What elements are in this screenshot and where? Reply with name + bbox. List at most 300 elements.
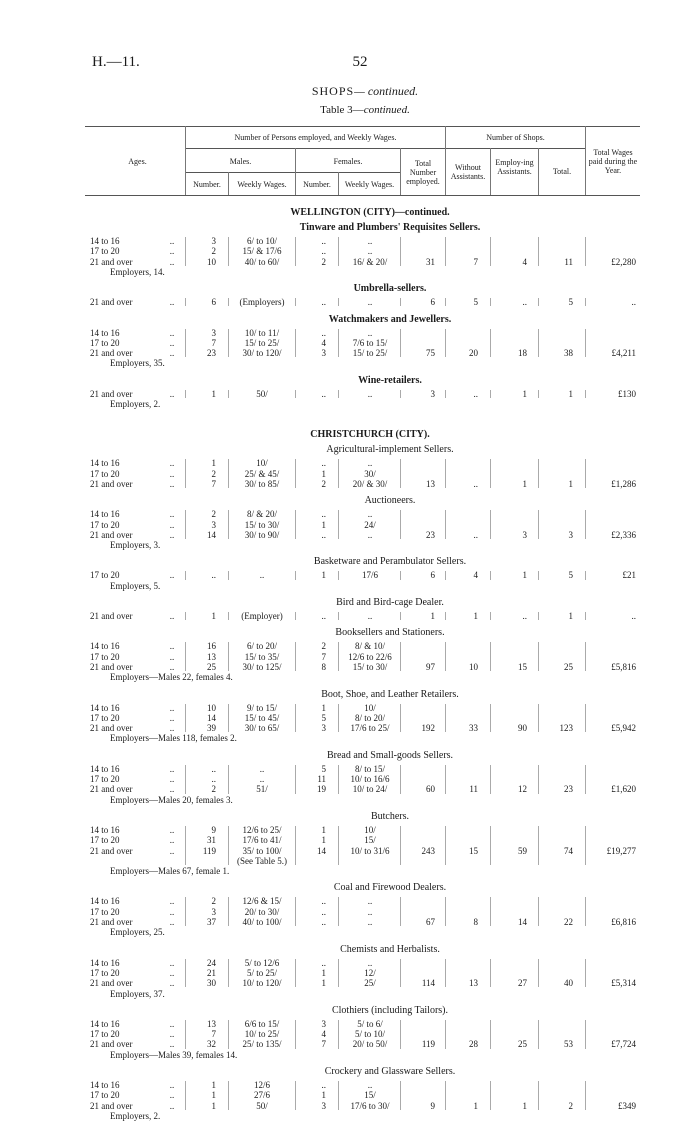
- cell-mw: 25/ to 135/: [242, 1039, 282, 1050]
- col-divider: [228, 510, 229, 539]
- cell-fw: 8/ to 15/: [354, 763, 385, 774]
- col-total-employed: Total Number employed.: [406, 159, 440, 186]
- row-age: 21 and over: [90, 297, 133, 308]
- col-females: Females.: [333, 157, 363, 166]
- row-age: 21 and over: [90, 611, 133, 621]
- col-divider: [338, 704, 339, 733]
- col-divider: [400, 510, 401, 539]
- col-divider: [295, 459, 296, 488]
- cell-wa: 8: [473, 917, 478, 927]
- cell-fn: ..: [321, 896, 326, 907]
- row-age: 21 and over: [90, 661, 133, 672]
- cell-mn: 24: [207, 957, 216, 968]
- col-divider: [490, 510, 491, 539]
- col-divider: [538, 704, 539, 733]
- col-employing-assistants: Employ-ing Assistants.: [495, 158, 534, 176]
- cell-tw: ..: [631, 297, 636, 308]
- col-divider: [228, 826, 229, 865]
- employers-note: Employers, 2.: [110, 399, 161, 409]
- col-divider: [338, 765, 339, 794]
- cell-mn: 1: [211, 388, 216, 399]
- cell-mn: 3: [211, 519, 216, 530]
- cell-fn: ..: [321, 388, 326, 399]
- cell-wa: 1: [473, 611, 478, 621]
- cell-fw: ..: [367, 327, 373, 338]
- col-divider: [538, 826, 539, 865]
- cell-mn: 3: [211, 906, 216, 917]
- cell-t: 1: [568, 478, 573, 489]
- cell-fw: 15/ to 25/: [352, 348, 388, 359]
- cell-t: 3: [568, 529, 573, 540]
- cell-fw: 17/6 to 30/: [350, 1100, 390, 1111]
- cell-fn: ..: [321, 957, 326, 968]
- cell-tw: £130: [618, 388, 636, 399]
- col-divider: [338, 959, 339, 988]
- cell-mn: 7: [211, 1029, 216, 1040]
- col-divider: [445, 612, 446, 620]
- col-divider: [295, 765, 296, 794]
- trade-heading: Boot, Shoe, and Leather Retailers.: [321, 688, 459, 700]
- trade-heading: Coal and Firewood Dealers.: [333, 882, 447, 894]
- cell-wa: ..: [473, 388, 478, 399]
- col-divider: [400, 959, 401, 988]
- row-leader: ..: [169, 611, 175, 621]
- cell-mn: 21: [207, 967, 216, 978]
- col-divider: [400, 826, 401, 865]
- cell-mn: 1: [211, 1100, 216, 1111]
- col-divider: [400, 329, 401, 358]
- row-age: 17 to 20: [90, 1090, 120, 1101]
- cell-fw: ..: [367, 529, 373, 540]
- cell-te: 9: [430, 1100, 435, 1111]
- col-divider: [338, 510, 339, 539]
- col-without-assistants: Without Assistants.: [450, 163, 486, 181]
- cell-fw: 10/ to 31/6: [350, 845, 390, 856]
- cell-mw: 30/ to 85/: [244, 478, 280, 489]
- col-divider: [400, 459, 401, 488]
- cell-wa: 11: [469, 784, 478, 795]
- cell-fw: ..: [367, 906, 373, 917]
- col-divider: [445, 826, 446, 865]
- page-number: 52: [352, 54, 368, 70]
- col-divider: [338, 1020, 339, 1049]
- cell-mw: 40/ to 100/: [242, 917, 282, 927]
- row-age: 21 and over: [90, 917, 133, 927]
- col-divider: [338, 571, 339, 579]
- row-age: 14 to 16: [90, 763, 120, 774]
- col-divider: [185, 959, 186, 988]
- trade-heading: Umbrella-sellers.: [353, 283, 427, 295]
- col-divider: [538, 571, 539, 579]
- col-divider: [228, 897, 229, 926]
- col-divider: [295, 329, 296, 358]
- col-divider: [490, 329, 491, 358]
- col-divider: [585, 704, 586, 733]
- cell-mn: 13: [207, 1018, 216, 1029]
- cell-mn: 13: [207, 651, 216, 662]
- trade-heading: Basketware and Perambulator Sellers.: [313, 556, 467, 568]
- row-age: 17 to 20: [90, 337, 120, 348]
- cell-fw: 10/: [364, 702, 376, 713]
- cell-mw: 51/: [256, 784, 268, 795]
- cell-fw: 24/: [364, 519, 376, 530]
- cell-fw: 15/: [364, 835, 376, 846]
- col-divider: [400, 571, 401, 579]
- row-leader: ..: [169, 1029, 175, 1040]
- row-leader: ..: [169, 458, 175, 469]
- col-divider: [295, 959, 296, 988]
- row-age: 17 to 20: [90, 519, 120, 530]
- cell-fw: ..: [367, 246, 373, 257]
- trade-heading: Tinware and Plumbers' Requisites Sellers.: [299, 222, 481, 233]
- employers-note: Employers, 35.: [110, 358, 165, 369]
- col-persons-group: Number of Persons employed, and Weekly Wages.: [234, 133, 397, 142]
- cell-tw: £2,280: [611, 256, 636, 267]
- cell-fw: ..: [367, 388, 373, 399]
- cell-fn: 14: [317, 845, 326, 856]
- cell-mw: 12/6: [253, 1080, 270, 1090]
- col-divider: [538, 959, 539, 988]
- col-divider: [490, 897, 491, 926]
- col-divider: [538, 642, 539, 671]
- row-leader: ..: [169, 763, 175, 774]
- col-divider: [295, 704, 296, 733]
- cell-ea: 90: [518, 723, 527, 734]
- row-age: 21 and over: [90, 784, 133, 795]
- row-leader: ..: [169, 906, 175, 917]
- cell-te: 119: [421, 1039, 435, 1050]
- cell-mw: 12/6 & 15/: [242, 896, 282, 907]
- col-divider: [538, 510, 539, 539]
- cell-mn: 30: [207, 978, 216, 989]
- cell-te: 60: [426, 784, 435, 795]
- row-age: 21 and over: [90, 529, 133, 540]
- cell-fw: 30/: [364, 468, 376, 479]
- cell-fw: 8/ & 10/: [354, 641, 385, 652]
- cell-mn: 7: [211, 337, 216, 348]
- trade-heading: Wine-retailers.: [358, 374, 422, 386]
- cell-fn: 1: [321, 978, 326, 989]
- col-divider: [228, 571, 229, 579]
- cell-fn: 1: [321, 967, 326, 978]
- cell-mn: 14: [207, 712, 216, 723]
- col-divider: [295, 1081, 296, 1110]
- col-divider: [185, 612, 186, 620]
- row-leader: ..: [169, 723, 175, 734]
- cell-mw: 12/6 to 25/: [242, 824, 282, 835]
- cell-fn: ..: [321, 611, 326, 621]
- cell-fw: ..: [367, 297, 373, 308]
- cell-tw: £4,211: [611, 348, 636, 359]
- col-divider: [185, 390, 186, 398]
- employers-note: Employers, 14.: [110, 266, 165, 277]
- cell-mw: 15/ to 35/: [244, 651, 280, 662]
- row-age: 17 to 20: [90, 712, 120, 723]
- col-divider: [185, 510, 186, 539]
- cell-fn: ..: [321, 458, 326, 469]
- col-divider: [185, 571, 186, 579]
- col-divider: [585, 959, 586, 988]
- cell-mw: 30/ to 65/: [244, 723, 280, 734]
- cell-tw: ..: [631, 611, 636, 621]
- col-divider: [295, 897, 296, 926]
- cell-t: 5: [568, 297, 573, 308]
- cell-t: 123: [559, 723, 573, 734]
- col-divider: [185, 642, 186, 671]
- cell-ea: 3: [522, 529, 527, 540]
- col-divider: [445, 765, 446, 794]
- row-age: 21 and over: [90, 845, 133, 856]
- cell-ea: 1: [522, 1100, 527, 1111]
- cell-mw: ..: [259, 763, 265, 774]
- row-age: 21 and over: [90, 388, 133, 399]
- col-divider: [228, 459, 229, 488]
- col-divider: [445, 1020, 446, 1049]
- col-divider: [228, 237, 229, 266]
- cell-fw: 20/ to 50/: [352, 1039, 388, 1050]
- col-divider: [185, 1081, 186, 1110]
- col-divider: [585, 765, 586, 794]
- col-divider: [585, 459, 586, 488]
- cell-t: 11: [564, 256, 573, 267]
- cell-mn: ..: [211, 570, 216, 581]
- cell-mn: 25: [207, 661, 216, 672]
- cell-te: 243: [421, 845, 435, 856]
- col-divider: [490, 826, 491, 865]
- cell-mw: 50/: [256, 388, 268, 399]
- cell-mn: 37: [207, 917, 216, 927]
- row-age: 17 to 20: [90, 835, 120, 846]
- employers-note: Employers, 37.: [110, 988, 165, 999]
- col-divider: [490, 642, 491, 671]
- cell-mn: 119: [202, 845, 216, 856]
- cell-mn: ..: [211, 774, 216, 784]
- row-leader: ..: [169, 327, 175, 338]
- row-age: 21 and over: [90, 348, 133, 359]
- cell-mn: 2: [211, 784, 216, 795]
- cell-mw: 27/6: [253, 1090, 270, 1101]
- cell-te: 67: [426, 917, 435, 927]
- cell-fn: 2: [321, 478, 326, 489]
- col-divider: [538, 390, 539, 398]
- cell-mw: 10/ to 25/: [244, 1029, 280, 1040]
- col-divider: [445, 704, 446, 733]
- col-divider: [490, 390, 491, 398]
- cell-fn: 2: [321, 641, 326, 652]
- cell-te: 1: [430, 611, 435, 621]
- col-divider: [490, 459, 491, 488]
- cell-fw: ..: [367, 458, 373, 469]
- row-leader: ..: [169, 824, 175, 835]
- cell-mw: 15/ to 30/: [244, 519, 280, 530]
- col-divider: [445, 1081, 446, 1110]
- cell-mw: 10/: [256, 458, 268, 469]
- col-divider: [538, 329, 539, 358]
- col-divider: [490, 765, 491, 794]
- cell-fw: 25/: [364, 978, 376, 989]
- row-leader: ..: [169, 478, 175, 489]
- cell-mn: 1: [211, 1090, 216, 1101]
- cell-fw: 5/ to 10/: [354, 1029, 385, 1040]
- col-divider: [185, 459, 186, 488]
- row-leader: ..: [169, 570, 175, 581]
- region-heading: CHRISTCHURCH (CITY).: [310, 429, 430, 441]
- row-leader: ..: [169, 641, 175, 652]
- cell-wa: 7: [473, 256, 478, 267]
- cell-mn: 16: [207, 641, 216, 652]
- col-divider: [228, 765, 229, 794]
- cell-fn: ..: [321, 1080, 326, 1090]
- row-age: 17 to 20: [90, 1029, 120, 1040]
- row-age: 17 to 20: [90, 967, 120, 978]
- col-divider: [400, 298, 401, 306]
- cell-wa: 33: [469, 723, 478, 734]
- col-divider: [585, 298, 586, 306]
- cell-mn: 10: [207, 702, 216, 713]
- employers-note: Employers, 5.: [110, 580, 161, 591]
- cell-t: 38: [564, 348, 573, 359]
- col-divider: [295, 571, 296, 579]
- cell-mw: 15/ & 17/6: [242, 246, 282, 257]
- cell-fw: 20/ & 30/: [352, 478, 388, 489]
- header-rule-sex: [185, 172, 400, 173]
- cell-mw: 25/ & 45/: [244, 468, 280, 479]
- row-leader: ..: [169, 978, 175, 989]
- col-divider: [295, 826, 296, 865]
- row-age: 14 to 16: [90, 641, 120, 652]
- cell-fn: 7: [321, 1039, 326, 1050]
- cell-tw: £6,816: [611, 917, 636, 927]
- cell-fn: 4: [321, 337, 326, 348]
- col-divider: [185, 826, 186, 865]
- cell-fw: 10/ to 24/: [352, 784, 388, 795]
- cell-mn: 10: [207, 256, 216, 267]
- row-leader: ..: [169, 468, 175, 479]
- cell-tw: £1,286: [611, 478, 636, 489]
- cell-fw: ..: [367, 957, 373, 968]
- row-age: 17 to 20: [90, 246, 120, 257]
- employers-note: Employers—Males 67, female 1.: [110, 866, 230, 877]
- cell-mw: ..: [259, 774, 265, 784]
- col-divider: [445, 329, 446, 358]
- cell-fn: 3: [321, 723, 326, 734]
- cell-ea: 15: [518, 661, 527, 672]
- cell-mn: 3: [211, 236, 216, 246]
- cell-ea: 12: [518, 784, 527, 795]
- cell-wa: 28: [469, 1039, 478, 1050]
- col-divider: [445, 390, 446, 398]
- col-divider: [538, 459, 539, 488]
- cell-mn: 6: [211, 297, 216, 308]
- col-divider: [400, 612, 401, 620]
- row-age: 14 to 16: [90, 458, 120, 469]
- col-divider: [228, 390, 229, 398]
- title-suffix: — continued.: [354, 84, 419, 98]
- col-divider: [295, 298, 296, 306]
- cell-mw: (Employers): [239, 297, 285, 308]
- col-total-wages: Total Wages paid during the Year.: [588, 148, 638, 175]
- col-divider: [185, 704, 186, 733]
- row-leader: ..: [169, 337, 175, 348]
- cell-mw: 50/: [256, 1100, 268, 1111]
- row-leader: ..: [169, 1100, 175, 1111]
- col-divider: [490, 1081, 491, 1110]
- col-divider: [400, 1020, 401, 1049]
- col-divider: [585, 390, 586, 398]
- col-divider: [338, 612, 339, 620]
- col-divider: [490, 298, 491, 306]
- cell-fw: ..: [367, 611, 373, 621]
- header-rule-shops: [445, 148, 585, 149]
- row-leader: ..: [169, 1090, 175, 1101]
- cell-mw: 30/ to 90/: [244, 529, 280, 540]
- col-divider: [185, 897, 186, 926]
- col-divider: [445, 571, 446, 579]
- cell-wa: 1: [473, 1100, 478, 1111]
- cell-fw: 17/6 to 25/: [350, 723, 390, 734]
- header-bottom-rule: [85, 195, 640, 196]
- cell-ea: 25: [518, 1039, 527, 1050]
- cell-ea: 1: [522, 570, 527, 581]
- col-divider: [228, 1081, 229, 1110]
- col-divider: [585, 237, 586, 266]
- cell-fn: 1: [321, 835, 326, 846]
- cell-ea: ..: [522, 297, 527, 308]
- cell-mw: 5/ to 25/: [246, 967, 277, 978]
- cell-ea: ..: [522, 611, 527, 621]
- cell-mw: 30/ to 125/: [242, 661, 282, 672]
- cell-wa: 5: [473, 297, 478, 308]
- row-leader: ..: [169, 256, 175, 267]
- cell-mw: 6/6 to 15/: [244, 1018, 280, 1029]
- cell-tw: £7,724: [611, 1039, 636, 1050]
- employers-note: Employers—Males 118, females 2.: [110, 733, 237, 744]
- cell-te: 6: [430, 297, 435, 308]
- trade-heading: Watchmakers and Jewellers.: [328, 313, 452, 325]
- cell-mn: 9: [211, 824, 216, 835]
- cell-mw: 9/ to 15/: [246, 702, 277, 713]
- cell-fw: 12/6 to 22/6: [348, 651, 392, 662]
- col-divider: [400, 765, 401, 794]
- cell-fw: 10/ to 16/6: [350, 774, 390, 784]
- col-divider: [445, 642, 446, 671]
- cell-tw: £19,277: [606, 845, 636, 856]
- col-divider: [538, 1020, 539, 1049]
- cell-te: 75: [426, 348, 435, 359]
- col-divider: [400, 1081, 401, 1110]
- cell-mw: 20/ to 30/: [244, 906, 280, 917]
- cell-fn: ..: [321, 509, 326, 520]
- cell-fn: 3: [321, 1100, 326, 1111]
- col-divider: [445, 959, 446, 988]
- cell-fw: ..: [367, 896, 373, 907]
- cell-fw: 17/6: [361, 570, 378, 581]
- cell-fw: ..: [367, 509, 373, 520]
- cell-fw: ..: [367, 917, 373, 927]
- cell-fn: 3: [321, 1018, 326, 1029]
- employers-note: Employers—Males 22, females 4.: [110, 672, 233, 683]
- row-age: 17 to 20: [90, 906, 120, 917]
- cell-mn: 14: [207, 529, 216, 540]
- col-divider: [445, 298, 446, 306]
- employers-note: Employers, 3.: [110, 540, 161, 551]
- trade-heading: Butchers.: [370, 810, 410, 822]
- row-age: 14 to 16: [90, 957, 120, 968]
- row-age: 14 to 16: [90, 327, 120, 338]
- row-leader: ..: [169, 1080, 175, 1090]
- cell-wa: 4: [473, 570, 478, 581]
- cell-fn: 1: [321, 824, 326, 835]
